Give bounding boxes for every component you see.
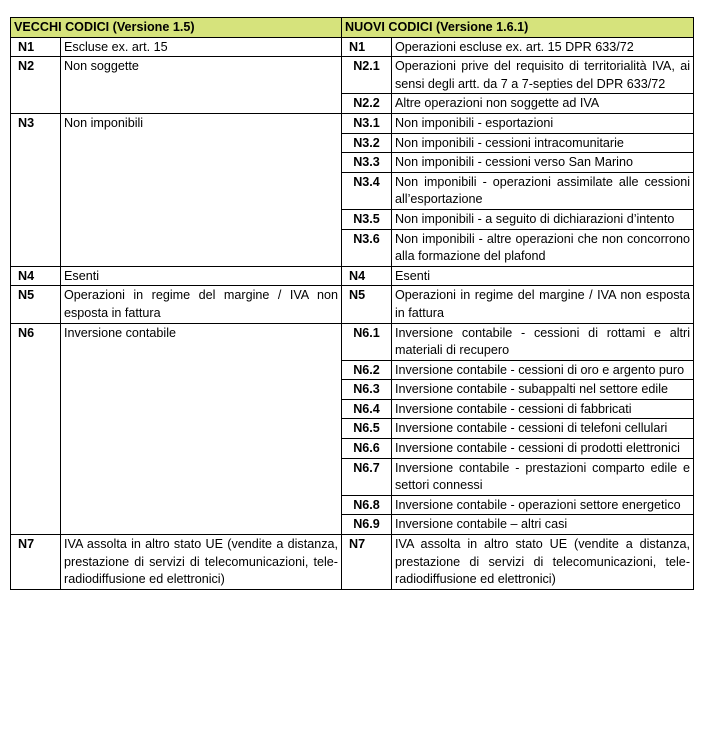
codes-comparison-table xyxy=(10,17,694,590)
old-description-cell: Escluse ex. art. 15 xyxy=(61,37,342,57)
old-code-cell: N2 xyxy=(11,57,61,114)
old-description-cell: Inversione contabile xyxy=(61,323,342,535)
new-description-cell: Operazioni escluse ex. art. 15 DPR 633/72 xyxy=(392,37,694,57)
table-row xyxy=(11,266,694,286)
new-description-cell: Non imponibili - cessioni verso San Marino xyxy=(392,153,694,173)
new-description-cell: Inversione contabile - operazioni settore energetico xyxy=(392,495,694,515)
old-code-cell: N7 xyxy=(11,535,61,590)
new-description-cell: Inversione contabile - prestazioni comparto edile e settori connessi xyxy=(392,458,694,495)
old-description-cell: IVA assolta in altro stato UE (vendite a distanza, prestazione di servizi di telecomunicazioni, tele-radiodiffusione ed elettronici) xyxy=(61,535,342,590)
new-description-cell: Operazioni prive del requisito di territorialità IVA, ai sensi degli artt. da 7 a 7-septies del DPR 633/72 xyxy=(392,57,694,94)
new-code-cell: N3.1 xyxy=(342,113,392,133)
new-description-cell: Altre operazioni non soggette ad IVA xyxy=(392,94,694,114)
new-description-cell: Non imponibili - esportazioni xyxy=(392,113,694,133)
new-code-cell: N4 xyxy=(342,266,392,286)
new-description-cell: Operazioni in regime del margine / IVA non esposta in fattura xyxy=(392,286,694,323)
new-code-cell: N6.6 xyxy=(342,439,392,459)
old-description-cell: Non soggette xyxy=(61,57,342,114)
table-row xyxy=(11,286,694,323)
new-code-cell: N7 xyxy=(342,535,392,590)
new-code-cell: N3.3 xyxy=(342,153,392,173)
new-code-cell: N2.1 xyxy=(342,57,392,94)
table-row xyxy=(11,57,694,94)
new-code-cell: N5 xyxy=(342,286,392,323)
old-code-cell: N3 xyxy=(11,113,61,266)
old-codes-header: VECCHI CODICI (Versione 1.5) xyxy=(11,18,342,38)
old-code-cell: N6 xyxy=(11,323,61,535)
new-code-cell: N6.4 xyxy=(342,399,392,419)
new-description-cell: Inversione contabile – altri casi xyxy=(392,515,694,535)
new-description-cell: Non imponibili - a seguito di dichiarazioni d’intento xyxy=(392,209,694,229)
table-body xyxy=(11,37,694,589)
new-description-cell: Inversione contabile - cessioni di oro e argento puro xyxy=(392,360,694,380)
new-description-cell: Non imponibili - altre operazioni che non concorrono alla formazione del plafond xyxy=(392,229,694,266)
old-code-cell: N1 xyxy=(11,37,61,57)
old-description-cell: Non imponibili xyxy=(61,113,342,266)
old-code-cell: N4 xyxy=(11,266,61,286)
new-code-cell: N6.1 xyxy=(342,323,392,360)
new-code-cell: N6.7 xyxy=(342,458,392,495)
old-code-cell: N5 xyxy=(11,286,61,323)
new-codes-header: NUOVI CODICI (Versione 1.6.1) xyxy=(342,18,694,38)
new-description-cell: Inversione contabile - cessioni di prodotti elettronici xyxy=(392,439,694,459)
new-description-cell: Esenti xyxy=(392,266,694,286)
table-row xyxy=(11,113,694,133)
old-description-cell: Esenti xyxy=(61,266,342,286)
new-description-cell: Non imponibili - cessioni intracomunitarie xyxy=(392,133,694,153)
new-description-cell: Inversione contabile - cessioni di fabbricati xyxy=(392,399,694,419)
new-description-cell: Inversione contabile - cessioni di telefoni cellulari xyxy=(392,419,694,439)
new-description-cell: Inversione contabile - subappalti nel settore edile xyxy=(392,380,694,400)
new-code-cell: N3.2 xyxy=(342,133,392,153)
table-row xyxy=(11,535,694,590)
header-row xyxy=(11,18,694,38)
new-code-cell: N2.2 xyxy=(342,94,392,114)
table-row xyxy=(11,37,694,57)
old-description-cell: Operazioni in regime del margine / IVA non esposta in fattura xyxy=(61,286,342,323)
new-code-cell: N6.2 xyxy=(342,360,392,380)
new-description-cell: IVA assolta in altro stato UE (vendite a distanza, prestazione di servizi di telecomunicazioni, tele-radiodiffusione ed elettronici) xyxy=(392,535,694,590)
new-code-cell: N6.8 xyxy=(342,495,392,515)
codes-table-wrapper xyxy=(10,17,694,590)
table-row xyxy=(11,323,694,360)
new-code-cell: N3.4 xyxy=(342,172,392,209)
new-code-cell: N1 xyxy=(342,37,392,57)
new-description-cell: Non imponibili - operazioni assimilate alle cessioni all’esportazione xyxy=(392,172,694,209)
new-description-cell: Inversione contabile - cessioni di rottami e altri materiali di recupero xyxy=(392,323,694,360)
new-code-cell: N6.5 xyxy=(342,419,392,439)
new-code-cell: N3.6 xyxy=(342,229,392,266)
new-code-cell: N3.5 xyxy=(342,209,392,229)
new-code-cell: N6.9 xyxy=(342,515,392,535)
new-code-cell: N6.3 xyxy=(342,380,392,400)
